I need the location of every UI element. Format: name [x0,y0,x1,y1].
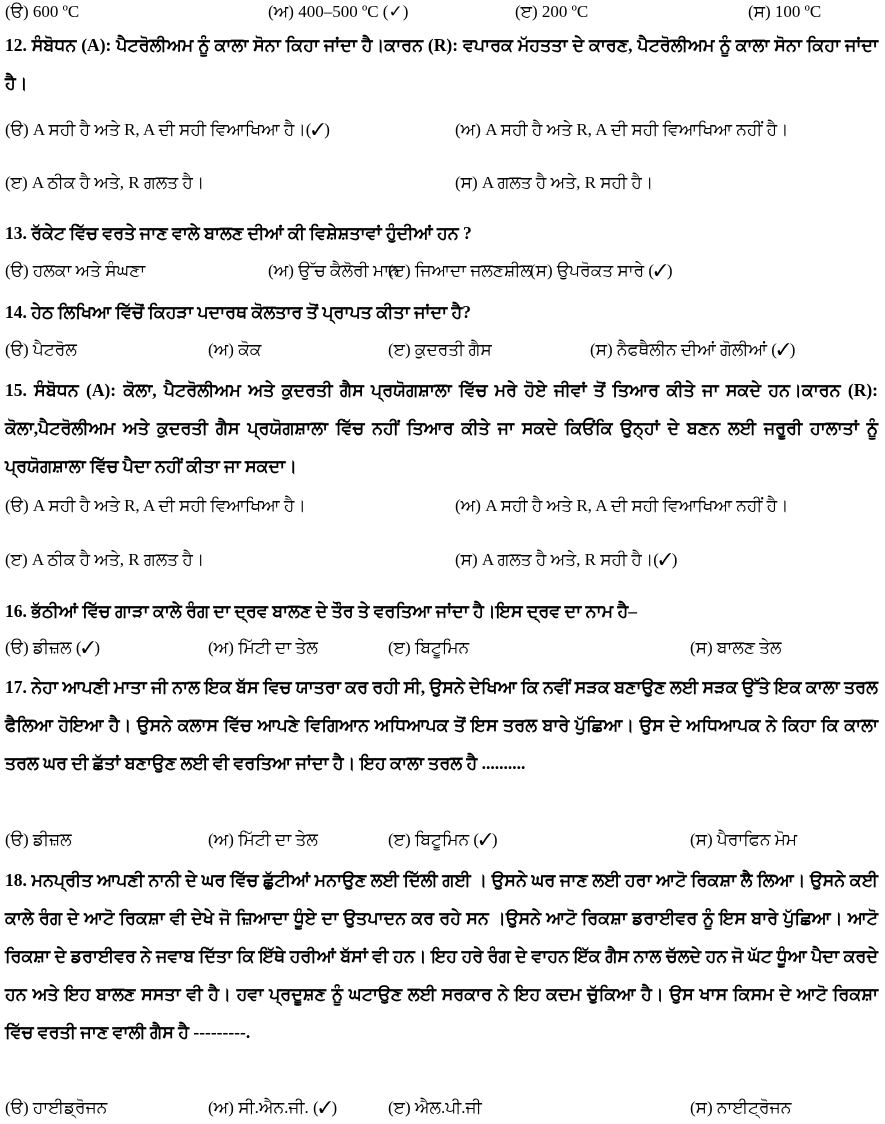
option-b: (ਅ) ਕੋਕ [208,340,262,359]
option-d: (ਸ) 100 ºC [748,2,822,21]
q12-options-row2 [0,171,885,195]
option-b: (ਅ) ਉੱਚ ਕੈਲੋਰੀ ਮਾਨ [268,261,400,280]
option-d: (ਸ) ਉਪਰੋਕਤ ਸਾਰੇ (✓) [530,261,673,280]
option-b: (ਅ) ਮਿੱਟੀ ਦਾ ਤੇਲ [208,830,318,849]
option-b: (ਅ) ਸੀ.ਐਨ.ਜੀ. (✓) [208,1098,338,1117]
option-c: (ੲ) ਜਿਆਦਾ ਜਲਣਸ਼ੀਲ [388,261,532,280]
q16-options [0,636,885,660]
option-c: (ੲ) A ਠੀਕ ਹੈ ਅਤੇ, R ਗਲਤ ਹੈ। [5,173,205,192]
q13-options [0,259,885,283]
option-a: (ੳ) ਡੀਜ਼ਲ (✓) [5,638,101,657]
option-a: (ੳ) ਹਲਕਾ ਅਤੇ ਸੰਘਣਾ [5,261,146,280]
option-c: (ੲ) ਬਿਟੂਮਿਨ (✓) [388,830,498,849]
option-a: (ੳ) ਪੈਟਰੋਲ [5,340,77,359]
option-a: (ੳ) A ਸਹੀ ਹੈ ਅਤੇ R, A ਦੀ ਸਹੀ ਵਿਆਖਿਆ ਹੈ।(✓) [5,120,330,139]
q15-options-row1 [0,494,885,518]
option-a: (ੳ) A ਸਹੀ ਹੈ ਅਤੇ R, A ਦੀ ਸਹੀ ਵਿਆਖਿਆ ਹੈ। [5,496,306,515]
option-d: (ਸ) ਨੈਫਥੈਲੀਨ ਦੀਆਂ ਗੋਲੀਆਂ (✓) [590,340,796,359]
option-a: (ੳ) ਹਾਈਡ੍ਰੋਜਨ [5,1098,108,1117]
option-a: (ੳ) ਡੀਜ਼ਲ [5,830,72,849]
option-d: (ਸ) A ਗਲਤ ਹੈ ਅਤੇ, R ਸਹੀ ਹੈ।(✓) [455,550,678,569]
option-d: (ਸ) ਬਾਲਣ ਤੇਲ [690,638,782,657]
option-c: (ੲ) ਐਲ.ਪੀ.ਜੀ [388,1098,482,1117]
option-a: (ੳ) 600 ºC [5,2,80,21]
question-12: 12. ਸੰਬੋਧਨ (A): ਪੈਟਰੋਲੀਅਮ ਨੂੰ ਕਾਲਾ ਸੋਨਾ ਕਿਹਾ ਜਾਂਦਾ ਹੈ।ਕਾਰਨ (R): ਵਪਾਰਕ ਮੱਹਤਤਾ ਦੇ ਕਾਰਣ, ਪੈਟਰੋਲੀਅਮ ਨੂੰ ਕਾਲਾ ਸੋਨਾ ਕਿਹਾ ਜਾਂਦਾ ਹੈ। [5,35,878,93]
option-c: (ੲ) 200 ºC [515,2,589,21]
option-b: (ਅ) A ਸਹੀ ਹੈ ਅਤੇ R, A ਦੀ ਸਹੀ ਵਿਆਖਿਆ ਨਹੀਂ ਹੈ। [455,120,789,139]
option-d: (ਸ) A ਗਲਤ ਹੈ ਅਤੇ, R ਸਹੀ ਹੈ। [455,173,654,192]
q15-options-row2 [0,548,885,572]
option-d: (ਸ) ਪੈਰਾਫਿਨ ਮੋਮ [690,830,798,849]
question-13: 13. ਰੱਕੇਟ ਵਿੱਚ ਵਰਤੇ ਜਾਣ ਵਾਲੇ ਬਾਲਣ ਦੀਆਂ ਕੀ ਵਿਸ਼ੇਸ਼ਤਾਵਾਂ ਹੁੰਦੀਆਂ ਹਨ ? [5,223,472,243]
option-b: (ਅ) ਮਿੱਟੀ ਦਾ ਤੇਲ [208,638,318,657]
q11-options [0,0,885,24]
q17-options [0,828,885,852]
option-c: (ੲ) ਕੁਦਰਤੀ ਗੈਸ [388,340,492,359]
question-15: 15. ਸੰਬੋਧਨ (A): ਕੋਲਾ, ਪੈਟਰੋਲੀਅਮ ਅਤੇ ਕੁਦਰਤੀ ਗੈਸ ਪ੍ਰਯੋਗਸ਼ਾਲਾ ਵਿੱਚ ਮਰੇ ਹੋਏ ਜੀਵਾਂ ਤੋਂ ਤਿਆਰ ਕੀਤੇ ਜਾ ਸਕਦੇ ਹਨ।ਕਾਰਨ (R): ਕੋਲਾ,ਪੈਟਰੋਲੀਅਮ ਅਤੇ ਕੁਦਰਤੀ ਗੈਸ ਪ੍ਰਯੋਗਸ਼ਾਲਾ ਵਿੱਚ ਨਹੀਂ ਤਿਆਰ ਕੀਤੇ ਜਾ ਸਕਦੇ ਕਿਓਂਕਿ ਉਨ੍ਹਾਂ ਦੇ ਬਣਨ ਲਈ ਜਰੂਰੀ ਹਾਲਾਤਾਂ ਨੂੰ ਪ੍ਰਯੋਗਸ਼ਾਲਾ ਵਿੱਚ ਪੈਦਾ ਨਹੀਂ ਕੀਤਾ ਜਾ ਸਕਦਾ। [5,380,878,476]
q18-options [0,1096,885,1120]
option-c: (ੲ) A ਠੀਕ ਹੈ ਅਤੇ, R ਗਲਤ ਹੈ। [5,550,205,569]
q14-options [0,338,885,362]
option-b: (ਅ) 400–500 ºC (✓) [268,2,409,21]
option-b: (ਅ) A ਸਹੀ ਹੈ ਅਤੇ R, A ਦੀ ਸਹੀ ਵਿਆਖਿਆ ਨਹੀਂ ਹੈ। [455,496,789,515]
option-c: (ੲ) ਬਿਟੂਮਿਨ [388,638,470,657]
question-14: 14. ਹੇਠ ਲਿਖਿਆ ਵਿੱਚੋਂ ਕਿਹੜਾ ਪਦਾਰਥ ਕੋਲਤਾਰ ਤੋਂ ਪ੍ਰਾਪਤ ਕੀਤਾ ਜਾਂਦਾ ਹੈ? [5,302,471,322]
question-16: 16. ਭੱਠੀਆਂ ਵਿੱਚ ਗਾੜਾ ਕਾਲੇ ਰੰਗ ਦਾ ਦ੍ਰਵ ਬਾਲਣ ਦੇ ਤੌਰ ਤੇ ਵਰਤਿਆ ਜਾਂਦਾ ਹੈ।ਇਸ ਦ੍ਰਵ ਦਾ ਨਾਮ ਹੈ– [5,601,637,621]
question-17: 17. ਨੇਹਾ ਆਪਣੀ ਮਾਤਾ ਜੀ ਨਾਲ ਇਕ ਬੱਸ ਵਿਚ ਯਾਤਰਾ ਕਰ ਰਹੀ ਸੀ, ਉਸਨੇ ਦੇਖਿਆ ਕਿ ਨਵੀਂ ਸੜਕ ਬਣਾਉਣ ਲਈ ਸੜਕ ਉੱਤੇ ਇਕ ਕਾਲਾ ਤਰਲ ਫੈਲਿਆ ਹੋਇਆ ਹੈ। ਉਸਨੇ ਕਲਾਸ ਵਿੱਚ ਆਪਣੇ ਵਿਗਿਆਨ ਅਧਿਆਪਕ ਤੋਂ ਇਸ ਤਰਲ ਬਾਰੇ ਪੁੱਛਿਆ। ਉਸ ਦੇ ਅਧਿਆਪਕ ਨੇ ਕਿਹਾ ਕਿ ਕਾਲਾ ਤਰਲ ਘਰ ਦੀ ਛੱਤਾਂ ਬਣਾਉਣ ਲਈ ਵੀ ਵਰਤਿਆ ਜਾਂਦਾ ਹੈ। ਇਹ ਕਾਲਾ ਤਰਲ ਹੈ .......... [5,677,878,773]
option-d: (ਸ) ਨਾਈਟ੍ਰੋਜਨ [690,1098,792,1117]
question-18: 18. ਮਨਪ੍ਰੀਤ ਆਪਣੀ ਨਾਨੀ ਦੇ ਘਰ ਵਿੱਚ ਛੁੱਟੀਆਂ ਮਨਾਉਣ ਲਈ ਦਿੱਲੀ ਗਈ । ਉਸਨੇ ਘਰ ਜਾਣ ਲਈ ਹਰਾ ਆਟੋ ਰਿਕਸ਼ਾ ਲੈ ਲਿਆ। ਉਸਨੇ ਕਈ ਕਾਲੇ ਰੰਗ ਦੇ ਆਟੋ ਰਿਕਸ਼ਾ ਵੀ ਦੇਖੇ ਜੋ ਜ਼ਿਆਦਾ ਧੂੰਏ ਦਾ ਉਤਪਾਦਨ ਕਰ ਰਹੇ ਸਨ ।ਉਸਨੇ ਆਟੋ ਰਿਕਸ਼ਾ ਡਰਾਈਵਰ ਨੂੰ ਇਸ ਬਾਰੇ ਪੁੱਛਿਆ। ਆਟੋ ਰਿਕਸ਼ਾ ਦੇ ਡਰਾਈਵਰ ਨੇ ਜਵਾਬ ਦਿੱਤਾ ਕਿ ਇੱਥੇ ਹਰੀਆਂ ਬੱਸਾਂ ਵੀ ਹਨ। ਇਹ ਹਰੇ ਰੰਗ ਦੇ ਵਾਹਨ ਇੱਕ ਗੈਸ ਨਾਲ ਚੱਲਦੇ ਹਨ ਜੋ ਘੱਟ ਧੂੰਆ ਪੈਦਾ ਕਰਦੇ ਹਨ ਅਤੇ ਇਹ ਬਾਲਣ ਸਸਤਾ ਵੀ ਹੈ। ਹਵਾ ਪ੍ਰਦੂਸ਼ਣ ਨੂੰ ਘਟਾਉਣ ਲਈ ਸਰਕਾਰ ਨੇ ਇਹ ਕਦਮ ਚੁੱਕਿਆ ਹੈ। ਉਸ ਖਾਸ ਕਿਸਮ ਦੇ ਆਟੋ ਰਿਕਸ਼ਾ ਵਿੱਚ ਵਰਤੀ ਜਾਣ ਵਾਲੀ ਗੈਸ ਹੈ ---------. [5,870,878,1042]
q12-options-row1 [0,118,885,142]
